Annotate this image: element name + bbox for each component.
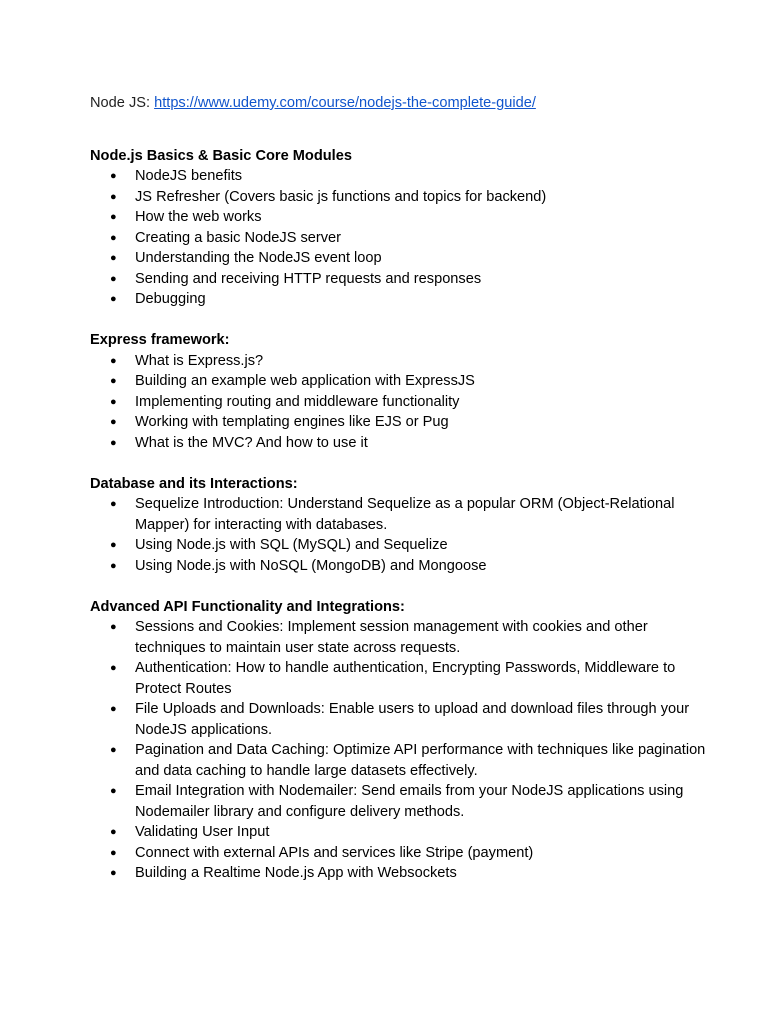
list-item	[90, 412, 710, 433]
list-item	[90, 740, 710, 781]
bullet-list	[90, 617, 710, 884]
section-heading: Advanced API Functionality and Integrations:	[90, 598, 405, 615]
list-item-text: Working with templating engines like EJS or Pug	[135, 414, 449, 430]
list-item	[90, 289, 710, 310]
list-item-text: Using Node.js with NoSQL (MongoDB) and Mongoose	[135, 557, 487, 574]
list-item-text: Validating User Input	[135, 824, 270, 840]
list-item	[90, 781, 710, 822]
list-item	[90, 617, 710, 658]
section-heading: Express framework:	[90, 332, 230, 348]
section-heading: Database and its Interactions:	[90, 475, 298, 492]
list-item-text: Pagination and Data Caching: Optimize API performance with techniques like pagination and data caching to handle large datasets effectively.	[135, 742, 706, 779]
bullet-icon: ●	[110, 416, 117, 428]
course-link[interactable]: https://www.udemy.com/course/nodejs-the-complete-guide/	[154, 95, 536, 111]
list-item-text: File Uploads and Downloads: Enable users to upload and download files through your NodeJS applications.	[135, 701, 690, 738]
section-heading: Node.js Basics & Basic Core Modules	[90, 147, 352, 164]
sections	[90, 146, 710, 884]
list-item-text: Implementing routing and middleware functionality	[135, 393, 460, 410]
bullet-icon: ●	[110, 539, 117, 551]
bullet-icon: ●	[110, 867, 117, 879]
list-item	[90, 822, 710, 843]
list-item-text: Building a Realtime Node.js App with Websockets	[135, 865, 457, 881]
list-item	[90, 699, 710, 740]
bullet-icon: ●	[110, 293, 117, 305]
list-item-text: Connect with external APIs and services like Stripe (payment)	[135, 844, 534, 861]
bullet-icon: ●	[110, 375, 117, 387]
section	[90, 474, 710, 577]
section	[90, 597, 710, 884]
intro-label: Node JS:	[90, 95, 155, 111]
list-item-text: Creating a basic NodeJS server	[135, 229, 342, 246]
bullet-icon: ●	[110, 621, 117, 633]
bullet-icon: ●	[110, 436, 117, 449]
list-item	[90, 556, 710, 577]
list-item	[90, 843, 710, 864]
bullet-icon: ●	[110, 354, 117, 367]
bullet-icon: ●	[110, 744, 117, 756]
list-item	[90, 433, 710, 454]
bullet-icon: ●	[110, 559, 117, 572]
bullet-icon: ●	[110, 190, 117, 203]
list-item-text: Using Node.js with SQL (MySQL) and Sequelize	[135, 537, 448, 553]
list-item	[90, 535, 710, 556]
list-item	[90, 392, 710, 413]
document-page	[90, 93, 710, 904]
bullet-icon: ●	[110, 785, 117, 797]
bullet-icon: ●	[110, 498, 117, 510]
list-item	[90, 269, 710, 290]
section	[90, 330, 710, 453]
list-item-text: What is the MVC? And how to use it	[135, 434, 368, 451]
list-item	[90, 494, 710, 535]
bullet-icon: ●	[110, 252, 117, 264]
list-item	[90, 371, 710, 392]
bullet-icon: ●	[110, 231, 117, 244]
list-item	[90, 863, 710, 884]
list-item-text: Understanding the NodeJS event loop	[135, 250, 382, 266]
list-item-text: What is Express.js?	[135, 352, 264, 369]
bullet-icon: ●	[110, 662, 117, 674]
list-item	[90, 248, 710, 269]
list-item-text: Email Integration with Nodemailer: Send emails from your NodeJS applications using Nodemailer library and configure delivery methods.	[135, 783, 684, 820]
bullet-icon: ●	[110, 826, 117, 838]
bullet-icon: ●	[110, 395, 117, 408]
list-item-text: Authentication: How to handle authentication, Encrypting Passwords, Middleware to Protect Routes	[135, 660, 676, 697]
list-item	[90, 166, 710, 187]
list-item-text: Sequelize Introduction: Understand Sequelize as a popular ORM (Object-Relational Mapper) for interacting with databases.	[135, 496, 675, 533]
section	[90, 146, 710, 310]
intro-line	[90, 93, 710, 114]
bullet-icon: ●	[110, 846, 117, 859]
list-item-text: Debugging	[135, 291, 206, 307]
bullet-list	[90, 166, 710, 310]
list-item-text: Sending and receiving HTTP requests and responses	[135, 270, 482, 287]
bullet-icon: ●	[110, 170, 117, 182]
list-item	[90, 351, 710, 372]
list-item-text: Building an example web application with ExpressJS	[135, 373, 475, 389]
list-item	[90, 207, 710, 228]
bullet-icon: ●	[110, 211, 117, 223]
bullet-icon: ●	[110, 272, 117, 285]
list-item	[90, 187, 710, 208]
bullet-icon: ●	[110, 703, 117, 715]
list-item	[90, 658, 710, 699]
bullet-list	[90, 494, 710, 576]
list-item-text: JS Refresher (Covers basic js functions and topics for backend)	[135, 188, 547, 205]
list-item	[90, 228, 710, 249]
list-item-text: Sessions and Cookies: Implement session management with cookies and other techniques to maintain user state across requests.	[135, 619, 648, 656]
list-item-text: How the web works	[135, 209, 262, 225]
bullet-list	[90, 351, 710, 454]
list-item-text: NodeJS benefits	[135, 168, 243, 184]
